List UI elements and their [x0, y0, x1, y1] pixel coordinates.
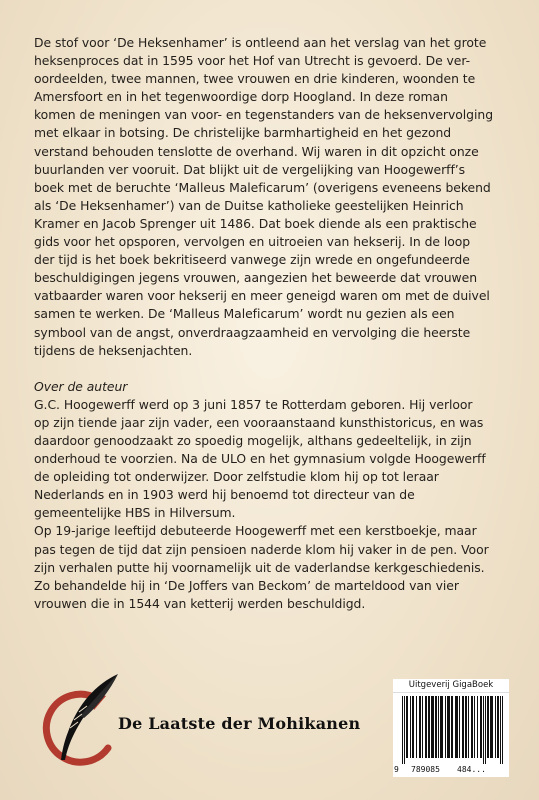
author-line: zijn verhalen putte hij voornamelijk uit de vaderlandse kerkgeschiedenis. — [34, 559, 485, 575]
barcode-bar — [419, 696, 421, 758]
barcode-digit-group: 484... — [457, 765, 486, 774]
synopsis-line: buurlanden ver vooruit. Dat blijkt uit de vergelijking van Hoogewerff’s — [34, 161, 466, 177]
synopsis-line: vatbaarder waren voor hekserij en meer geneigd waren om met de duivel — [34, 288, 490, 304]
barcode-bar — [465, 696, 467, 758]
author-line: pas tegen de tijd dat zijn pensioen naderde klom hij vaker in de pen. Voor — [34, 541, 489, 557]
barcode-bar — [459, 696, 460, 758]
barcode-bar — [474, 696, 475, 758]
author-line: vrouwen die in 1544 van ketterij werden beschuldigd. — [34, 595, 366, 611]
barcode-bar — [431, 696, 434, 758]
synopsis-line: met elkaar in botsing. De christelijke barmhartigheid en het gezond — [34, 125, 452, 141]
barcode-bar — [435, 696, 437, 758]
barcode-bar — [487, 696, 489, 758]
author-line: gemeentelijke HBS in Hilversum. — [34, 505, 236, 521]
barcode-bar — [468, 696, 469, 758]
barcode-bar — [412, 696, 414, 758]
barcode-bar — [495, 696, 496, 758]
barcode-bar — [440, 696, 443, 758]
barcode-bar — [404, 696, 405, 764]
synopsis-line: beschuldigingen jegens vrouwen, aangezien het beweerde dat vrouwen — [34, 270, 478, 286]
synopsis-line: Amersfoort en in het tegenwoordige dorp Hoogland. In deze roman — [34, 89, 448, 105]
publisher-block — [34, 668, 394, 778]
author-heading: Over de auteur — [34, 378, 128, 394]
synopsis-line: tijdens de heksenjachten. — [34, 342, 193, 358]
barcode-bar — [425, 696, 427, 758]
barcode-bar — [480, 696, 482, 758]
barcode-label: Uitgeverij GigaBoek — [393, 679, 509, 693]
synopsis-line: symbool van de angst, onverdraagzaamheid en vervolging die heerste — [34, 324, 471, 340]
barcode-bar — [438, 696, 439, 758]
synopsis-line: heksenproces dat in 1595 voor het Hof van Utrecht is gevoerd. De ver- — [34, 53, 471, 69]
barcode-bar — [422, 696, 423, 758]
barcode-bar — [502, 696, 503, 764]
barcode-bar — [451, 696, 453, 758]
barcode-bar — [428, 696, 430, 758]
synopsis — [34, 34, 504, 360]
synopsis-line: boek met de beruchte ‘Malleus Maleficarum’ (overigens eveneens bekend — [34, 179, 491, 195]
back-cover-text — [34, 34, 504, 613]
barcode-bar — [471, 696, 473, 758]
barcode-bar — [402, 696, 403, 764]
barcode-bar — [500, 696, 501, 764]
barcode-bar — [416, 696, 417, 758]
synopsis-line: der tijd is het boek bekritiseerd vanwege zijn wrede en ongefundeerde — [34, 252, 470, 268]
barcode-bar — [490, 696, 493, 758]
author-line: G.C. Hoogewerff werd op 3 juni 1857 te Rotterdam geboren. Hij verloor — [34, 396, 473, 412]
barcode-bar — [447, 696, 450, 758]
barcode-bar — [483, 696, 484, 764]
barcode-digits — [393, 764, 509, 776]
barcode-bar — [445, 696, 446, 758]
synopsis-line: Kramer en Jacob Sprenger uit 1486. Dat boek diende als een praktische — [34, 215, 477, 231]
barcode-bar — [485, 696, 486, 764]
author-line: op zijn tiende jaar zijn vader, een vooraanstaand kunsthistoricus, en was — [34, 414, 484, 430]
synopsis-line: als ‘De Heksenhamer’) van de Duitse katholieke geestelijken Heinrich — [34, 197, 464, 213]
synopsis-line: komen de meningen van voor- en tegenstanders van de heksenvervolging — [34, 107, 494, 123]
barcode-bars — [396, 696, 506, 764]
author-line: onderhoud te voorzien. Na de ULO en het gymnasium volgde Hoogewerff — [34, 451, 486, 467]
barcode-digit-group: 9 — [394, 765, 399, 774]
barcode-bar — [410, 696, 411, 758]
barcode-bar — [497, 696, 499, 758]
synopsis-line: gids voor het opsporen, vervolgen en uitroeien van hekserij. In de loop — [34, 234, 471, 250]
synopsis-line: verstand behouden tenslotte de overhand. Wij waren in dit opzicht onze — [34, 143, 479, 159]
synopsis-line: samen te werken. De ‘Malleus Maleficarum’ wordt nu gezien als een — [34, 306, 455, 322]
publisher-name: De Laatste der Mohikanen — [118, 714, 361, 733]
author-line: Zo behandelde hij in ‘De Joffers van Beckom’ de marteldood van vier — [34, 577, 459, 593]
barcode-bar — [477, 696, 478, 758]
author-line: Nederlands en in 1903 werd hij benoemd tot directeur van de — [34, 487, 415, 503]
author-section — [34, 378, 504, 613]
barcode-bar — [406, 696, 408, 758]
barcode-bar — [462, 696, 464, 758]
barcode-sticker — [393, 679, 509, 777]
barcode-digit-group: 789085 — [411, 765, 440, 774]
synopsis-line: De stof voor ‘De Heksenhamer’ is ontleend aan het verslag van het grote — [34, 35, 487, 50]
barcode-bar — [455, 696, 458, 758]
author-line: Op 19-jarige leeftijd debuteerde Hoogewerff met een kerstboekje, maar — [34, 523, 477, 539]
author-line: de opleiding tot onderwijzer. Door zelfstudie klom hij op tot leraar — [34, 469, 439, 485]
author-line: daardoor genoodzaakt zo spoedig mogelijk, althans gedeeltelijk, in zijn — [34, 432, 472, 448]
synopsis-line: oordeelden, twee mannen, twee vrouwen en drie kinderen, woonden te — [34, 71, 476, 87]
